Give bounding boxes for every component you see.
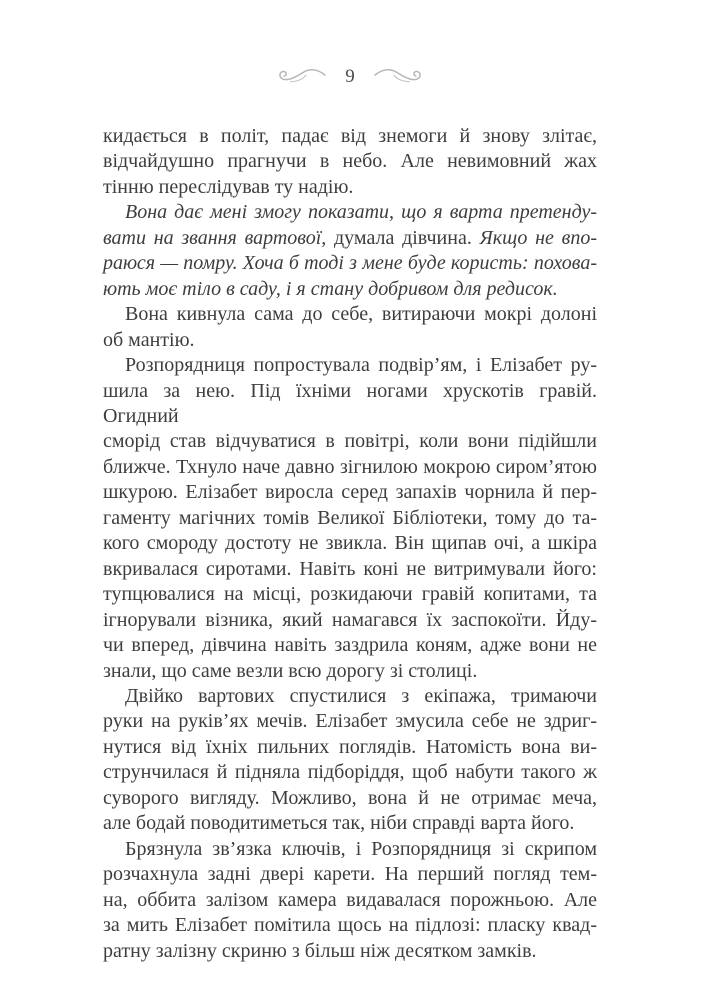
text-segment-italic: Якщо не впо- — [479, 226, 597, 249]
text-segment: шкурою. Елізабет виросла серед запахів чорнила й пер- — [103, 481, 597, 504]
paragraph — [103, 302, 597, 353]
text-line — [103, 913, 597, 938]
page-number: 9 — [345, 65, 355, 87]
text-line — [103, 277, 597, 302]
text-line — [103, 709, 597, 734]
text-segment: розчахнула задні двері карети. На перший погляд тем- — [103, 863, 597, 886]
text-segment: вкривалася сиротами. Навіть коні не витримували його: — [103, 557, 597, 580]
text-line — [103, 124, 597, 149]
text-line — [103, 633, 597, 658]
paragraph — [103, 353, 597, 684]
text-segment: тінню переслідував ту надію. — [103, 175, 354, 198]
text-segment: Брязнула зв’язка ключів, і Розпорядниця зі скрипом — [125, 837, 597, 860]
text-segment: відчайдушно прагнучи в небо. Але невимовний жах — [103, 150, 597, 173]
text-segment: руки на руків’ях мечів. Елізабет змусила себе не здриг- — [103, 710, 597, 733]
text-segment: Вона кивнула сама до себе, витираючи мокрі долоні — [125, 303, 597, 326]
text-segment: ігнорували візника, який намагався їх заспокоїти. Йду- — [103, 608, 597, 631]
text-segment: нутися від їхніх пильних поглядів. Натомість вона ви- — [103, 735, 597, 758]
text-line — [103, 659, 597, 684]
text-segment: чи вперед, дівчина навіть заздрила коням, адже вони не — [103, 634, 597, 657]
text-line — [103, 200, 597, 225]
text-line — [103, 251, 597, 276]
text-line — [103, 379, 597, 430]
text-line — [103, 684, 597, 709]
text-line — [103, 837, 597, 862]
text-segment: струнчилася й підняла підборіддя, щоб набути такого ж — [103, 761, 597, 784]
text-line — [103, 939, 597, 964]
text-segment: кидається в політ, падає від знемоги й знову злітає, — [103, 125, 597, 147]
text-segment: об мантію. — [103, 328, 195, 351]
text-segment-italic: ють моє тіло в саду, і я стану добривом для редисок. — [103, 277, 558, 300]
text-segment: але бодай поводитиметься так, ніби справді варта його. — [103, 812, 575, 835]
text-line — [103, 302, 597, 327]
paragraph — [103, 684, 597, 837]
paragraph — [103, 124, 597, 200]
paragraph — [103, 837, 597, 964]
text-line — [103, 480, 597, 505]
text-segment-italic: Вона дає мені змогу показати, що я варта претенду- — [125, 201, 597, 224]
text-segment: ратну залізну скриню з більш ніж десятком замків. — [103, 939, 537, 962]
text-line — [103, 226, 597, 251]
text-line — [103, 862, 597, 887]
text-segment: Розпорядниця попростувала подвір’ям, і Елізабет ру- — [125, 354, 597, 377]
text-line — [103, 608, 597, 633]
text-line — [103, 760, 597, 785]
page-text — [103, 124, 597, 964]
text-line — [103, 149, 597, 174]
text-line — [103, 531, 597, 556]
text-line — [103, 582, 597, 607]
text-segment: кого смороду достоту не звикла. Він щипав очі, а шкіра — [103, 532, 597, 555]
text-segment: за мить Елізабет помітила щось на підлозі: пласку квад- — [103, 914, 597, 937]
text-segment: суворого вигляду. Можливо, вона й не отримає меча, — [103, 786, 597, 809]
text-line — [103, 175, 597, 200]
text-segment: сморід став відчуватися в повітрі, коли вони підійшли — [103, 430, 597, 453]
text-segment: гаменту магічних томів Великої Бібліотеки, тому до та- — [103, 506, 597, 529]
page-header — [103, 62, 597, 90]
text-line — [103, 786, 597, 811]
text-line — [103, 811, 597, 836]
text-line — [103, 735, 597, 760]
text-line — [103, 328, 597, 353]
paragraph — [103, 200, 597, 302]
text-segment: Двійко вартових спустилися з екіпажа, тримаючи — [125, 684, 597, 707]
text-segment: думала дівчина. — [326, 226, 480, 249]
text-line — [103, 557, 597, 582]
text-line — [103, 455, 597, 480]
text-line — [103, 429, 597, 454]
text-segment: тупцювалися на місці, розкидаючи гравій копитами, та — [103, 583, 597, 606]
text-segment: шила за нею. Під їхніми ногами хрускотів гравій. Огидний — [103, 379, 597, 427]
text-line — [103, 888, 597, 913]
text-line — [103, 506, 597, 531]
text-segment-italic: раюся — помру. Хоча б тоді з мене буде користь: похова- — [103, 252, 597, 275]
flourish-left-icon — [275, 66, 327, 86]
text-segment: ближче. Тхнуло наче давно зігнилою мокрою сиром’ятою — [103, 455, 597, 478]
text-segment-italic: вати на звання вартової, — [103, 226, 327, 249]
text-segment: на, оббита залізом камера видавалася порожньою. Але — [103, 888, 597, 911]
flourish-right-icon — [373, 66, 425, 86]
text-line — [103, 353, 597, 378]
text-segment: знали, що саме везли всю дорогу зі столиці. — [103, 659, 478, 682]
